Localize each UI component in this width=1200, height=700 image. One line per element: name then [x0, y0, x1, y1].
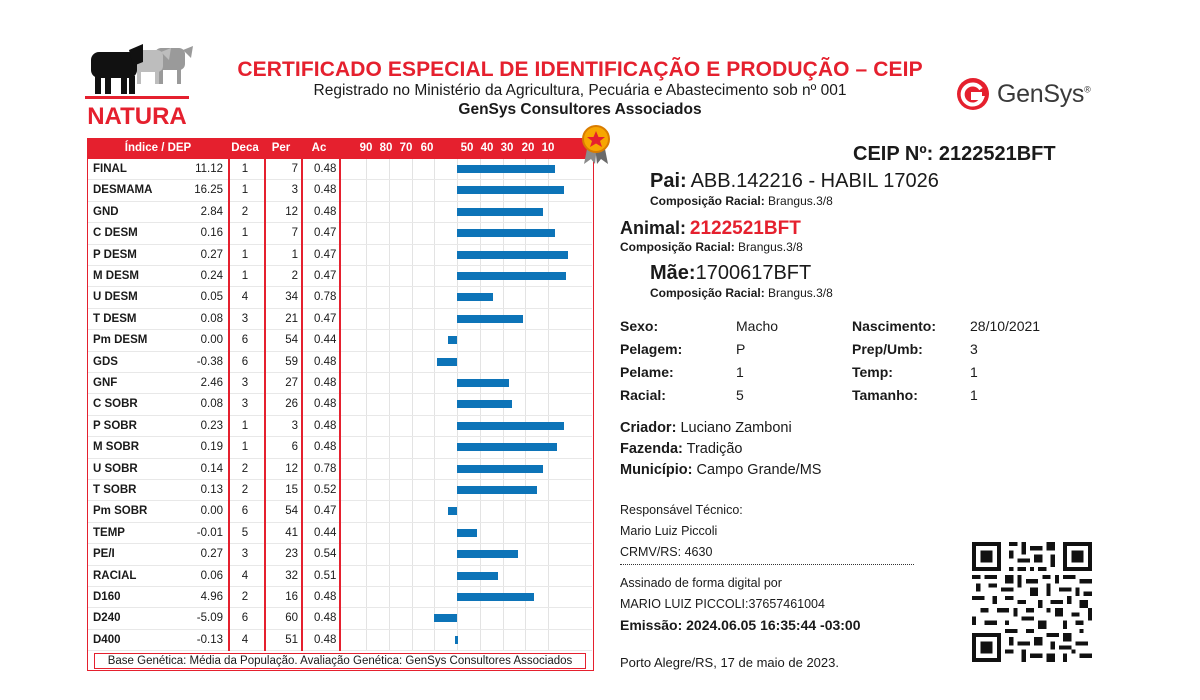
percentile-bar [457, 529, 477, 537]
percentile-bar [457, 486, 537, 494]
percentile-bar [457, 229, 555, 237]
pelagem-value: P [736, 341, 746, 357]
percentile-bar [457, 465, 543, 473]
ac-value: 0.48 [314, 163, 337, 175]
ac-value: 0.48 [314, 633, 337, 646]
trait-name: C DESM [93, 227, 138, 240]
per-value: 27 [285, 377, 298, 389]
composition-value: Brangus.3/8 [768, 286, 833, 300]
trait-name: M DESM [93, 270, 139, 282]
dep-value: 0.23 [200, 419, 223, 432]
trait-name: T SOBR [93, 484, 137, 496]
ac-value: 0.48 [314, 205, 337, 218]
pelame-value: 1 [736, 364, 744, 380]
trait-name: GND [93, 205, 119, 218]
fazenda-label: Fazenda: [620, 441, 683, 457]
criador-line [620, 420, 792, 436]
scale-label: 10 [541, 142, 555, 154]
ac-value: 0.78 [314, 291, 337, 304]
per-value: 34 [285, 291, 298, 304]
pai-line [650, 170, 939, 193]
percentile-bar [437, 358, 457, 366]
fazenda-value: Tradição [686, 441, 743, 457]
percentile-bar [457, 443, 557, 451]
percentile-bar [457, 272, 566, 280]
dep-value: 0.27 [200, 548, 223, 561]
deca-value: 3 [241, 548, 249, 561]
per-value: 12 [285, 205, 298, 218]
ac-value: 0.52 [314, 484, 337, 496]
per-value: 23 [285, 548, 298, 561]
organization-name: GenSys Consultores Associados [458, 101, 702, 118]
column-divider [264, 139, 266, 651]
column-divider [228, 139, 230, 651]
municipio-label: Município: [620, 462, 693, 478]
dep-value: 0.05 [200, 291, 223, 304]
scale-label: 60 [420, 142, 434, 154]
per-value: 15 [285, 484, 298, 496]
ceip-number [853, 143, 1056, 166]
trait-name: GDS [93, 355, 118, 368]
animal-label: Animal: [620, 218, 687, 238]
dep-value: -0.01 [196, 526, 223, 539]
per-value: 60 [285, 612, 298, 625]
dep-value: 4.96 [200, 591, 223, 603]
dep-value: 0.13 [200, 484, 223, 496]
per-value: 32 [285, 569, 298, 582]
ac-value: 0.54 [314, 548, 337, 561]
percentile-bar [434, 614, 457, 622]
trait-name: GNF [93, 377, 118, 389]
dep-table [87, 138, 594, 671]
qr-code-icon[interactable] [972, 542, 1092, 667]
animal-line [620, 218, 801, 240]
dep-value: 0.14 [200, 462, 223, 475]
prep-umb-label: Prep/Umb: [852, 341, 923, 357]
ac-value: 0.44 [314, 526, 337, 539]
scale-label: 40 [480, 142, 494, 154]
header [210, 58, 950, 120]
deca-value: 5 [241, 526, 249, 539]
trait-name: D400 [93, 633, 121, 646]
per-value: 7 [291, 163, 298, 175]
column-divider [301, 139, 303, 651]
trait-name: P SOBR [93, 419, 137, 432]
racial-label: Racial: [620, 387, 666, 403]
racial-value: 5 [736, 387, 744, 403]
percentile-bar [448, 507, 457, 515]
percentile-bar [457, 293, 493, 301]
trait-name: TEMP [93, 526, 125, 539]
ac-value: 0.44 [314, 334, 337, 347]
ceip-label: CEIP Nº: [853, 143, 934, 165]
percentile-bar [457, 186, 564, 194]
percentile-bar [457, 572, 498, 580]
sexo-value: Macho [736, 318, 779, 334]
trait-name: RACIAL [93, 569, 137, 582]
per-value: 12 [285, 462, 298, 475]
ac-value: 0.48 [314, 377, 337, 389]
mae-composition [650, 286, 833, 300]
pai-value: ABB.142216 - HABIL 17026 [690, 170, 939, 192]
trait-name: M SOBR [93, 441, 139, 454]
deca-value: 2 [241, 484, 249, 496]
scale-label: 50 [460, 142, 474, 154]
per-value: 54 [285, 505, 298, 518]
percentile-bar [455, 636, 458, 644]
deca-value: 6 [241, 612, 249, 625]
ac-value: 0.78 [314, 462, 337, 475]
ac-value: 0.47 [314, 248, 337, 261]
pelagem-label: Pelagem: [620, 341, 683, 357]
tamanho-value: 1 [970, 387, 978, 403]
deca-value: 4 [241, 291, 249, 304]
deca-value: 1 [241, 419, 249, 432]
dep-value: 0.27 [200, 248, 223, 261]
dep-value: -0.38 [196, 355, 223, 368]
deca-value: 1 [241, 441, 249, 454]
deca-value: 3 [241, 398, 249, 411]
per-value: 59 [285, 355, 298, 368]
ac-value: 0.48 [314, 419, 337, 432]
nascimento-label: Nascimento: [852, 318, 937, 334]
ceip-value: 2122521BFT [938, 143, 1056, 165]
dep-value: 11.12 [195, 163, 223, 175]
percentile-bar [457, 315, 523, 323]
tamanho-label: Tamanho: [852, 387, 918, 403]
composition-label: Composição Racial: [650, 286, 765, 300]
deca-value: 1 [241, 163, 249, 175]
per-value: 2 [291, 270, 298, 282]
page-title: CERTIFICADO ESPECIAL DE IDENTIFICAÇÃO E PRODUÇÃO – CEIP [237, 58, 923, 81]
ac-value: 0.47 [314, 505, 337, 518]
composition-label: Composição Racial: [620, 240, 735, 254]
deca-value: 6 [241, 355, 249, 368]
prep-umb-value: 3 [970, 341, 978, 357]
deca-value: 3 [241, 312, 249, 325]
signature-divider [620, 564, 914, 565]
deca-value: 3 [241, 377, 249, 389]
per-value: 54 [285, 334, 298, 347]
deca-value: 1 [241, 227, 249, 240]
mae-value: 1700617BFT [695, 262, 812, 284]
gensys-brand-text: GenSys® [997, 79, 1091, 108]
per-value: 6 [291, 441, 298, 454]
criador-label: Criador: [620, 420, 677, 436]
ac-value: 0.48 [314, 184, 337, 197]
col-ac: Ac [311, 142, 327, 154]
per-value: 3 [291, 184, 298, 197]
ac-value: 0.47 [314, 312, 337, 325]
composition-value: Brangus.3/8 [738, 240, 803, 254]
mae-label: Mãe: [650, 262, 696, 284]
trait-name: Pm SOBR [93, 505, 148, 518]
trait-name: T DESM [93, 312, 137, 325]
sexo-label: Sexo: [620, 318, 659, 334]
responsavel-name: Mario Luiz Piccoli [620, 524, 718, 538]
ac-value: 0.47 [314, 270, 337, 282]
percentile-bar [457, 550, 518, 558]
composition-value: Brangus.3/8 [768, 194, 833, 208]
percentile-bar [457, 208, 543, 216]
scale-label: 20 [521, 142, 535, 154]
deca-value: 2 [241, 591, 249, 603]
dep-value: 0.00 [200, 505, 223, 518]
deca-value: 1 [241, 184, 249, 197]
deca-value: 1 [241, 248, 249, 261]
table-footer-note: Base Genética: Média da População. Avaliação Genética: GenSys Consultores Associados [94, 653, 586, 669]
animal-info-grid [620, 318, 1070, 410]
per-value: 1 [291, 248, 298, 261]
criador-value: Luciano Zamboni [680, 420, 792, 436]
scale-label: 90 [359, 142, 373, 154]
dep-value: 0.06 [200, 569, 223, 582]
deca-value: 2 [241, 205, 249, 218]
signature-block [620, 500, 743, 563]
per-value: 26 [285, 398, 298, 411]
ac-value: 0.51 [314, 569, 337, 582]
svg-text:NATURA: NATURA [87, 103, 187, 130]
registration-subtitle: Registrado no Ministério da Agricultura, Pecuária e Abastecimento sob nº 001 [313, 82, 847, 99]
pai-composition [650, 194, 833, 208]
percentile-bar [457, 165, 555, 173]
trait-name: D240 [93, 612, 121, 625]
trait-name: DESMAMA [93, 184, 153, 197]
trait-name: Pm DESM [93, 334, 148, 347]
ac-value: 0.48 [314, 355, 337, 368]
dep-value: 16.25 [194, 184, 223, 197]
dep-value: 0.00 [200, 334, 223, 347]
scale-label: 30 [500, 142, 514, 154]
municipio-line [620, 462, 821, 478]
col-per: Per [271, 142, 291, 154]
scale-label: 70 [399, 142, 413, 154]
deca-value: 2 [241, 462, 249, 475]
percentile-bar [457, 251, 568, 259]
percentile-bar [457, 400, 512, 408]
place-date: Porto Alegre/RS, 17 de maio de 2023. [620, 655, 839, 670]
dep-value: 0.16 [200, 227, 223, 240]
deca-value: 4 [241, 569, 249, 582]
digital-signature [620, 573, 861, 636]
crmv: CRMV/RS: 4630 [620, 545, 713, 559]
ac-value: 0.48 [314, 591, 337, 603]
dep-value: 2.84 [200, 205, 223, 218]
fazenda-line [620, 441, 743, 457]
scale-label: 80 [379, 142, 393, 154]
trait-name: FINAL [93, 163, 127, 175]
ac-value: 0.47 [314, 227, 337, 240]
gensys-logo-icon [955, 76, 1090, 112]
ac-value: 0.48 [314, 398, 337, 411]
percentile-bar [457, 593, 534, 601]
dep-value: 0.24 [200, 270, 223, 282]
deca-value: 6 [241, 505, 249, 518]
municipio-value: Campo Grande/MS [696, 462, 822, 478]
dep-value: 0.19 [200, 441, 223, 454]
trait-name: P DESM [93, 248, 137, 261]
trait-name: C SOBR [93, 398, 138, 411]
percentile-bar [457, 379, 509, 387]
nascimento-value: 28/10/2021 [970, 318, 1041, 334]
deca-value: 1 [241, 270, 249, 282]
signed-by: MARIO LUIZ PICCOLI:37657461004 [620, 597, 825, 611]
per-value: 51 [285, 633, 298, 646]
trait-name: U SOBR [93, 462, 138, 475]
deca-value: 4 [241, 633, 249, 646]
col-indice-dep: Índice / DEP [124, 142, 192, 154]
dep-value: -5.09 [196, 612, 223, 625]
temp-label: Temp: [852, 364, 893, 380]
trait-name: D160 [93, 591, 121, 603]
pelame-label: Pelame: [620, 364, 674, 380]
pai-label: Pai: [650, 170, 687, 192]
signed-label: Assinado de forma digital por [620, 576, 782, 590]
per-value: 16 [285, 591, 298, 603]
percentile-bar [457, 422, 564, 430]
animal-composition [620, 240, 803, 254]
ac-value: 0.48 [314, 612, 337, 625]
dep-value: 0.08 [200, 398, 223, 411]
natura-logo-icon [85, 40, 195, 130]
mae-line [650, 262, 811, 285]
dep-value: 2.46 [200, 377, 223, 389]
ac-value: 0.48 [314, 441, 337, 454]
col-deca: Deca [231, 142, 259, 154]
column-divider [339, 139, 341, 651]
medal-icon [579, 124, 613, 171]
per-value: 7 [291, 227, 298, 240]
trait-name: U DESM [93, 291, 138, 304]
dep-value: 0.08 [200, 312, 223, 325]
per-value: 3 [291, 419, 298, 432]
temp-value: 1 [970, 364, 978, 380]
responsavel-label: Responsável Técnico: [620, 503, 743, 517]
composition-label: Composição Racial: [650, 194, 765, 208]
per-value: 41 [285, 526, 298, 539]
per-value: 21 [285, 312, 298, 325]
dep-value: -0.13 [196, 633, 223, 646]
trait-name: PE/I [93, 548, 115, 561]
emission-date: Emissão: 2024.06.05 16:35:44 -03:00 [620, 617, 861, 633]
animal-value: 2122521BFT [689, 218, 801, 239]
deca-value: 6 [241, 334, 249, 347]
percentile-bar [448, 336, 457, 344]
